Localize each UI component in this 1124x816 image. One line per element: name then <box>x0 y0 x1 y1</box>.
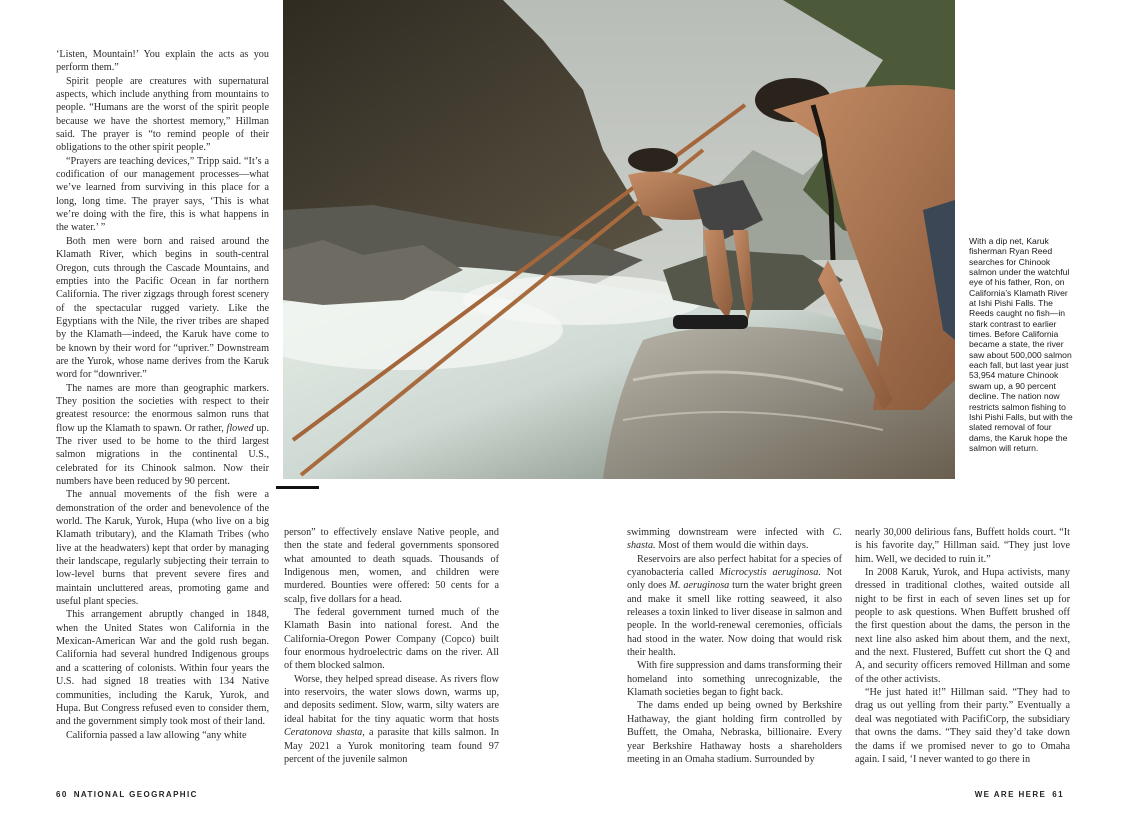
divider-rule <box>276 486 319 489</box>
paragraph: In 2008 Karuk, Yurok, and Hupa activists, many dressed in traditional clothes, waited outside all night to be first in each of seven lines set up for people to ask questions. When Buffett brushed off the first question about the dams, the person in the next line also asked him about them, and the next, and the next. Flustered, Buffett cut short the Q and A, and security officers removed Hillman and some of the other activists. <box>855 567 1070 685</box>
paragraph <box>627 553 842 660</box>
paragraph: nearly 30,000 delirious fans, Buffett holds court. “It is his favorite day,” Hillman said. “They just love him. Well, we decided to ruin it.” <box>855 527 1070 565</box>
paragraph <box>627 526 842 553</box>
text-run: swimming downstream were infected with <box>627 527 825 538</box>
paragraph: This arrangement abruptly changed in 1848, when the United States won California in the Mexican-American War and the gold rush began. California had several hundred Indigenous groups and a scattering of colonists. Within four years the U.S. had signed 18 treaties with 134 Native communities, including the Karuk, Yurok, and Hupa. But Congress refused even to consider them, and the government simply took most of their land. <box>56 609 269 728</box>
text-run: Worse, they helped spread disease. As rivers flow into reservoirs, the water slows down, warms up, and deposits sediment. Slow, warm, silty waters are ideal habitat for the tiny aquatic worm that hosts <box>284 673 499 725</box>
article-column-3 <box>627 526 842 766</box>
text-run: Not only does <box>627 567 843 592</box>
paragraph: The annual movements of the fish were a demonstration of the order and benevolence of the world. The Karuk, Yurok, Hupa (who live on a big Klamath tributary), and the Klamath Tribes (who live at the headwaters) kept that order by managing their landscape, regularly subjecting their terrain to low-level burns that prevent severe fires and maintain uncluttered areas, promoting game and useful plant species. <box>56 489 269 608</box>
text-run: a parasite that kills salmon. In May 2021 a Yurok monitoring team found 97 percent of the juvenile salmon <box>284 727 499 765</box>
paragraph: person” to effectively enslave Native people, and then the state and federal governments sponsored what amounted to death squads. Thousands of Indigenous men, women, and children were murdered. Bounties were offered: 50 cents for a scalp, five dollars for a head. <box>284 527 499 605</box>
text-run: up. The river used to be home to the third largest salmon migrations in the continental U.S., celebrated for its Chinook salmon. Now their numbers have been reduced by 90 percent. <box>56 422 270 487</box>
magazine-name: NATIONAL GEOGRAPHIC <box>73 790 198 799</box>
article-column-1 <box>56 48 269 742</box>
paragraph: Spirit people are creatures with supernatural aspects, which include anything from mountains to people. “Humans are the worst of the spirit people because we have the shortest memory,” Hillman said. The prayer is “to remind people of their obligations to the other spirit people.” <box>56 75 269 154</box>
paragraph <box>284 673 499 766</box>
folio-left <box>56 790 204 799</box>
photo-caption: With a dip net, Karuk fisherman Ryan Reed searches for Chinook salmon under the watchful eye of his father, Ron, on California’s Klamath River at Ishi Pishi Falls. The Reeds caught no fish—in stark contrast to earlier times. Before California became a state, the river saw about 500,000 salmon each fall, but last year just 53,954 mature Chinook swam up, a 90 percent decline. The nation now restricts salmon fishing to Ishi Pishi Falls, but with the slated removal of four dams, the Karuk hope the salmon will return. <box>969 236 1073 453</box>
section-name: WE ARE HERE <box>974 790 1047 799</box>
paragraph: With fire suppression and dams transforming their homeland into something unrecognizable, the Klamath societies began to fight back. <box>627 660 842 699</box>
paragraph: The dams ended up being owned by Berkshire Hathaway, the giant holding firm controlled by Buffett, the Omaha, Nebraska, billionaire. Every year Berkshire Hathaway hosts a shareholders meeting in an Omaha stadium. Surrounded by <box>627 700 842 765</box>
page-number-right: 61 <box>1052 790 1064 799</box>
photo-illustration <box>283 0 955 479</box>
italic-text: flowed <box>226 422 254 434</box>
text-run: Most of them would die within days. <box>658 540 809 552</box>
text-run: The names are more than geographic markers. They position the societies with respect to their greatest resource: the enormous salmon runs that flow up the Klamath to spawn. Or rather, <box>56 382 269 434</box>
article-column-2 <box>284 526 499 766</box>
italic-text: Microcystis aeruginosa. <box>719 567 821 579</box>
paragraph: “He just hated it!” Hillman said. “They had to drag us out yelling from their party.” Eventually a deal was negotiated with PacifiCorp, the subsidiary that owns the dams. “They said they’d take down the dams if we promised never to go to Omaha again. I said, ‘I never wanted to go there in <box>855 687 1070 765</box>
italic-text: Ceratonova shasta, <box>284 727 365 739</box>
article-column-4 <box>855 526 1070 766</box>
text-run: Reservoirs are also perfect habitat for a species of cyanobacteria called <box>627 553 842 579</box>
paragraph: ‘Listen, Mountain!’ You explain the acts as you perform them.” <box>56 49 269 74</box>
italic-text: C. shasta. <box>627 527 843 552</box>
paragraph: The federal government turned much of the Klamath Basin into national forest. And the California-Oregon Power Company (Copco) built four enormous hydroelectric dams on the river. All of them blocked salmon. <box>284 607 499 672</box>
text-run: turn the water bright green and make it smell like rotting seaweed, it also releases a toxin linked to liver disease in salmon and people. In the world-renewal ceremonies, officials had stood in the water. Now doing that would risk their health. <box>627 580 842 659</box>
page-number-left: 60 <box>56 790 68 799</box>
italic-text: M. aeruginosa <box>669 580 730 592</box>
paragraph: Both men were born and raised around the Klamath River, which begins in south-central Oregon, cuts through the Cascade Mountains, and empties into the Pacific Ocean in far northern California. The river zigzags through forest scenery of the spectacular rugged variety. Like the Egyptians with the Nile, the river tribes are shaped by the Klamath—indeed, the Karuk have come to be known by their word for “upriver.” Downstream are the Yurok, whose name derives from the Karuk word for “downriver.” <box>56 235 269 381</box>
paragraph: “Prayers are teaching devices,” Tripp said. “It’s a codification of our management processes—what we’ve learned from surviving in this place for a long, long time. The prayer says, ‘This is what we’re doing with the fire, this is what happens in the water.’ ” <box>56 155 269 234</box>
paragraph: California passed a law allowing “any white <box>66 729 247 741</box>
folio-right <box>975 790 1070 799</box>
paragraph <box>56 382 269 489</box>
river-photo <box>283 0 955 479</box>
